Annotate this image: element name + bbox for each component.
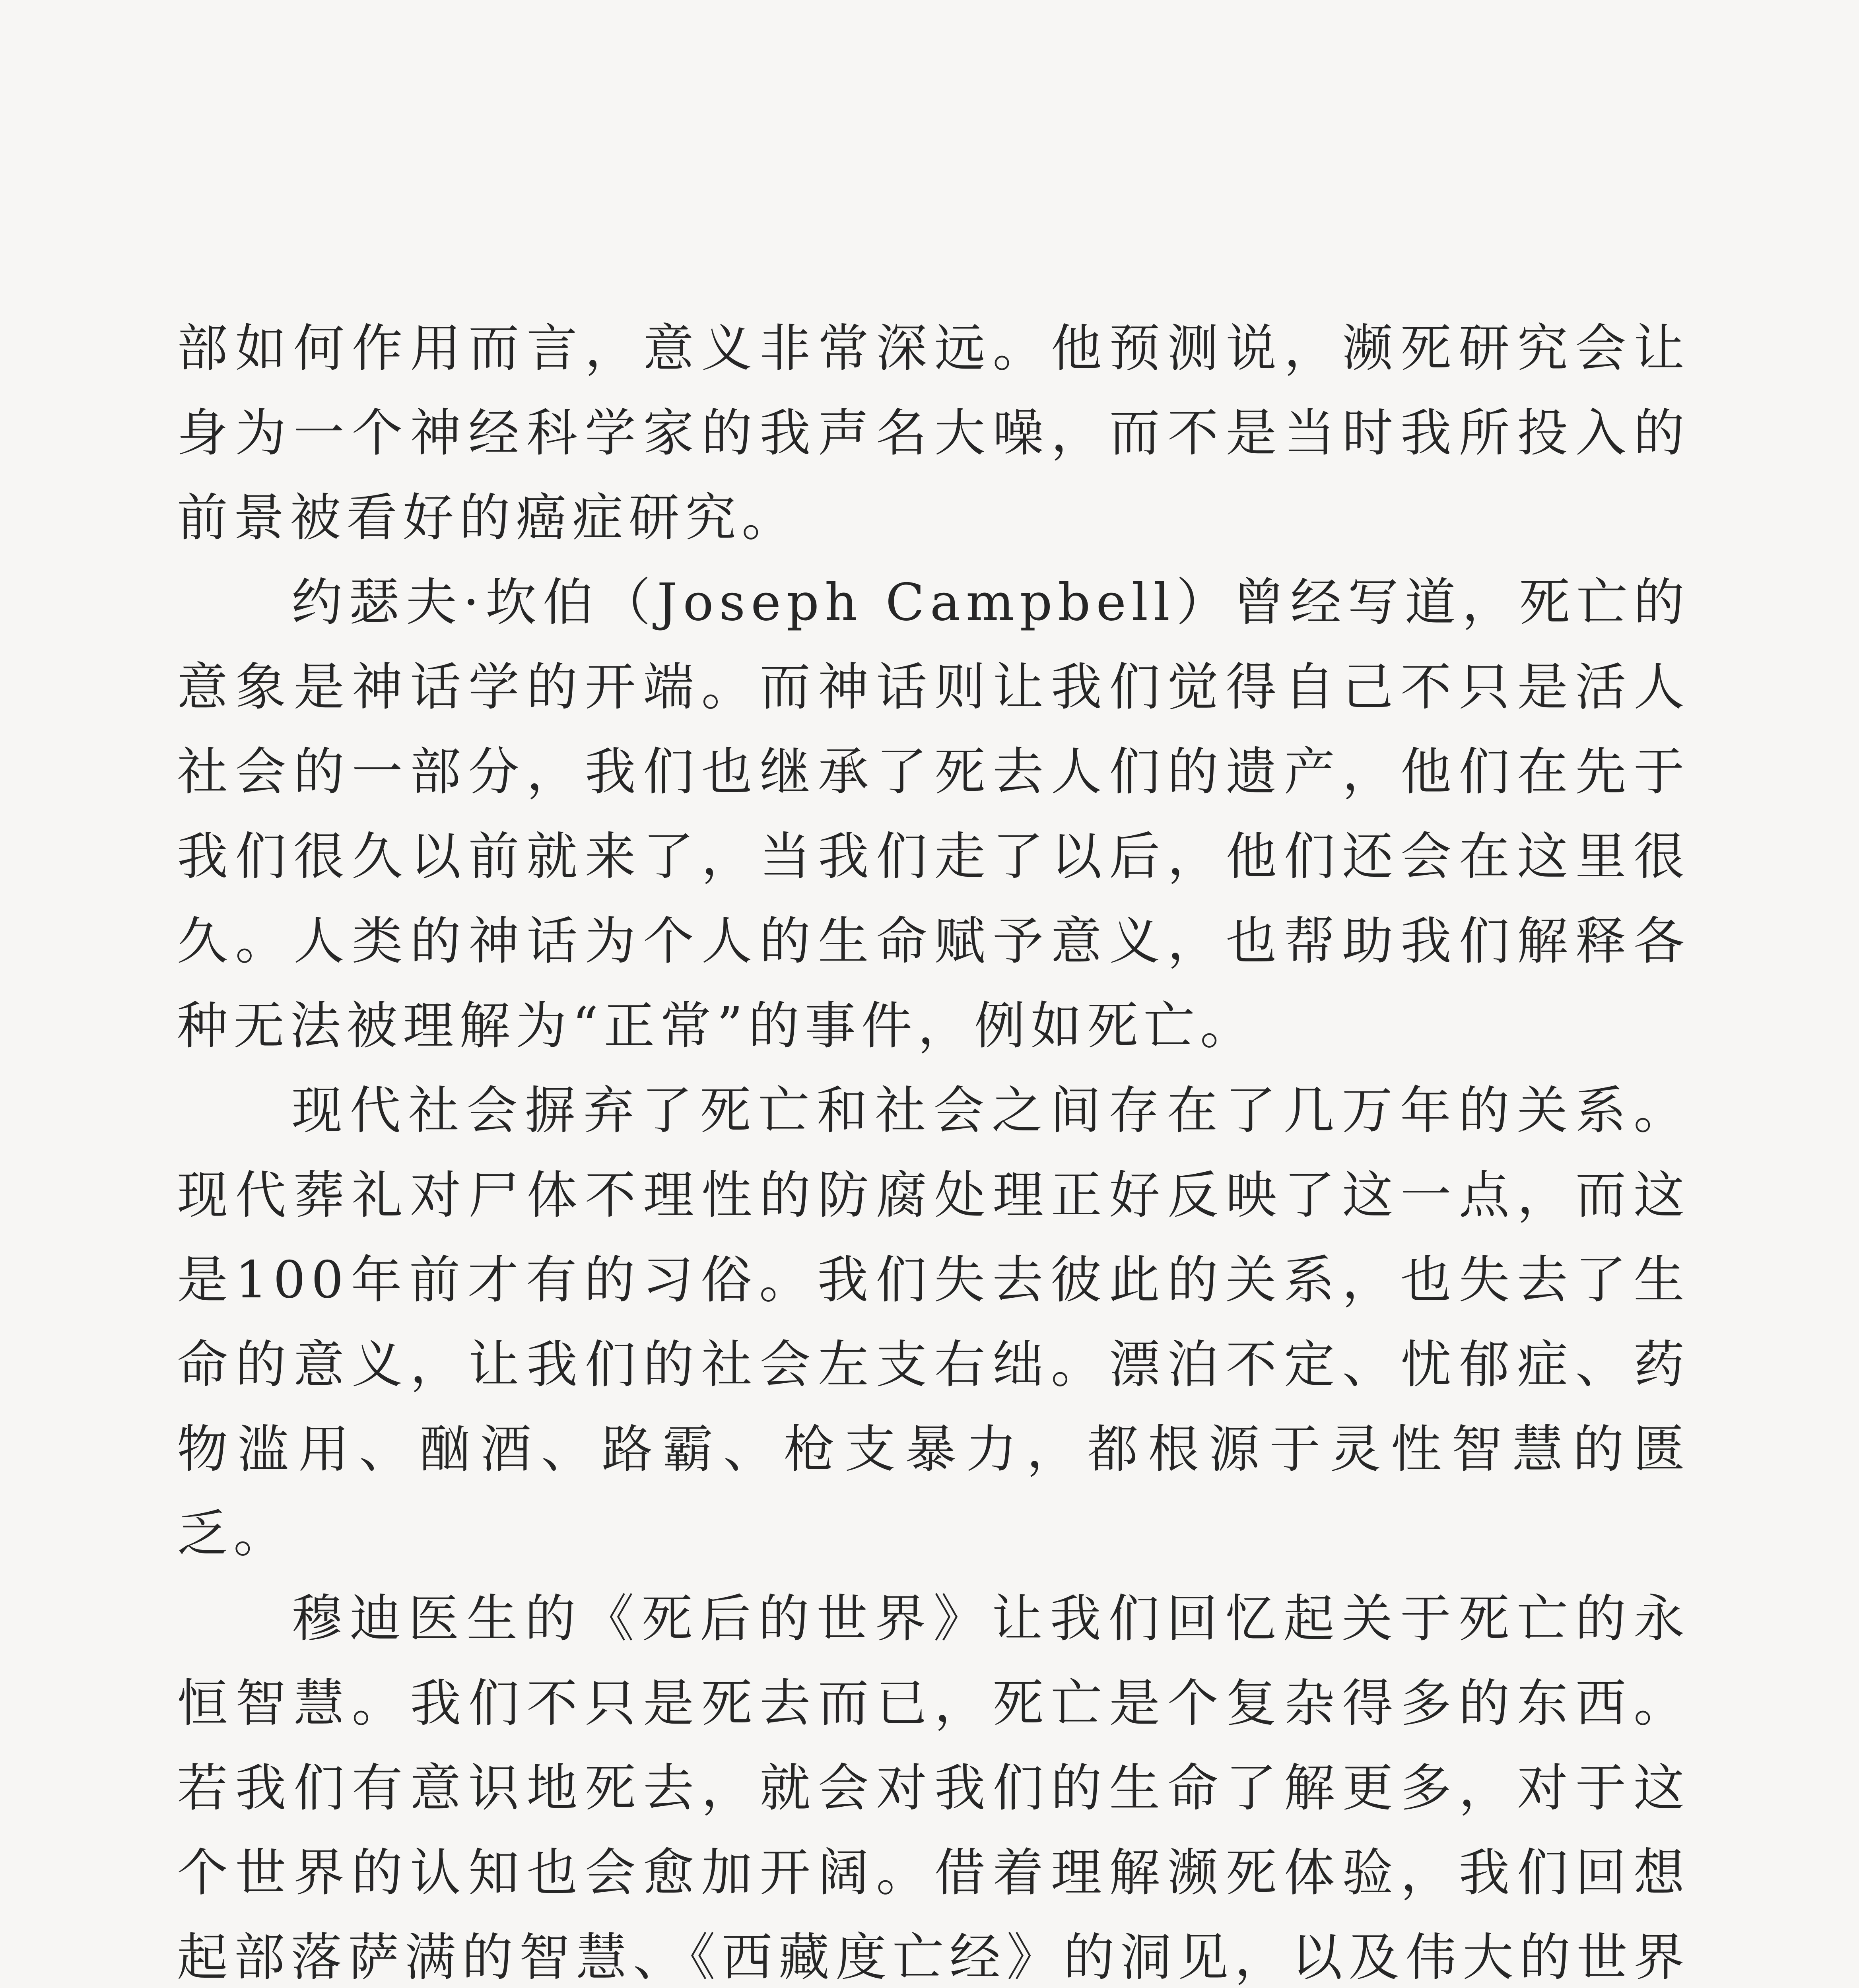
paragraph-continued: 部如何作用而言，意义非常深远。他预测说，濒死研究会让身为一个神经科学家的我声名大噪，而不是当时我所投入的前景被看好的癌症研究。: [177, 319, 1690, 547]
paragraph-modern-society: 现代社会摒弃了死亡和社会之间存在了几万年的关系。现代葬礼对尸体不理性的防腐处理正好反映了这一点，而这是100年前才有的习俗。我们失去彼此的关系，也失去了生命的意义，让我们的社会左支右绌。漂泊不定、忧郁症、药物滥用、酗酒、路霸、枪支暴力，都根源于灵性智慧的匮乏。: [177, 1081, 1690, 1564]
paragraph-campbell: 约瑟夫·坎伯（Joseph Campbell）曾经写道，死亡的意象是神话学的开端。而神话则让我们觉得自己不只是活人社会的一部分，我们也继承了死去人们的遗产，他们在先于我们很久以前就来了，当我们走了以后，他们还会在这里很久。人类的神话为个人的生命赋予意义，也帮助我们解释各种无法被理解为“正常”的事件，例如死亡。: [177, 573, 1690, 1056]
body-text: [177, 306, 1690, 1988]
paragraph-moody: 穆迪医生的《死后的世界》让我们回忆起关于死亡的永恒智慧。我们不只是死去而已，死亡是个复杂得多的东西。若我们有意识地死去，就会对我们的生命了解更多，对于这个世界的认知也会愈加开阔。借着理解濒死体验，我们回想起部落萨满的智慧、《西藏度亡经》的洞见，以及伟大的世界: [177, 1589, 1690, 1987]
